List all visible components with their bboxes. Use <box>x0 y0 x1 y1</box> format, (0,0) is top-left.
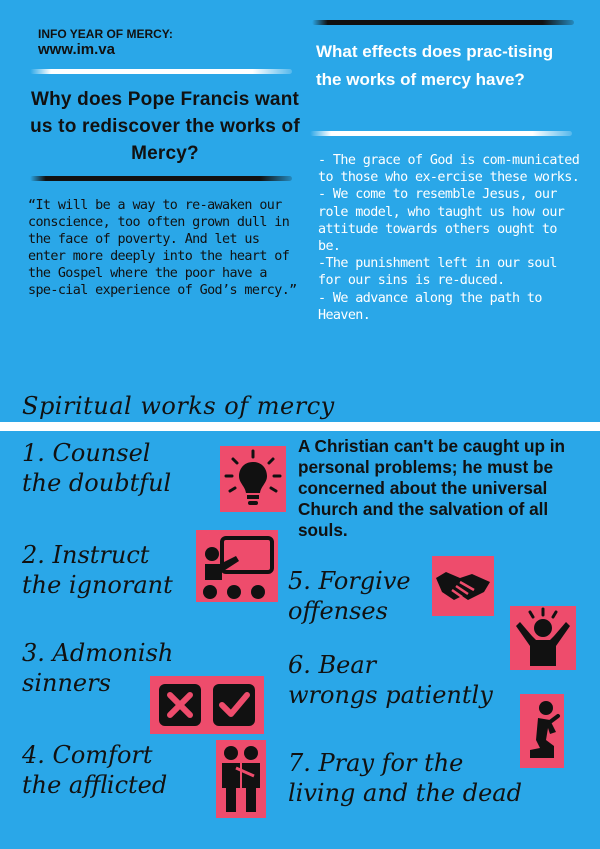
work-item-5 <box>288 566 411 626</box>
work-subtitle: the ignorant <box>22 571 173 599</box>
brush-stroke-dark <box>30 176 292 181</box>
header-label: INFO YEAR OF MERCY: <box>38 27 173 41</box>
work-title: 3. Admonish <box>22 639 174 667</box>
work-subtitle: the afflicted <box>22 771 168 799</box>
kneeling-prayer-icon <box>520 694 564 768</box>
header-block <box>38 28 173 58</box>
handshake-icon <box>432 556 494 616</box>
right-question-heading: What effects does prac-tising the works of mercy have? <box>316 42 554 89</box>
pope-quote: “It will be a way to re-awaken our conscience, too often grown dull in the face of poverty. And let us enter more deeply into the heart of the Gospel where the poor have a spe-cial experience of God’s mercy.” <box>28 198 297 298</box>
work-title: 2. Instruct <box>22 541 150 569</box>
header-url: www.im.va <box>38 41 115 58</box>
brush-stroke-dark <box>312 20 574 25</box>
work-subtitle: the doubtful <box>22 469 172 497</box>
work-title: 7. Pray for the <box>288 749 464 777</box>
work-subtitle: sinners <box>22 669 111 697</box>
effect-item: - We come to resemble Jesus, our role model, who taught us how our attitude towards others ought to be. <box>318 187 565 255</box>
work-item-1 <box>22 438 171 498</box>
work-subtitle: offenses <box>288 597 388 625</box>
stressed-person-icon <box>510 606 576 670</box>
work-item-6 <box>288 650 493 710</box>
work-item-2 <box>22 540 173 600</box>
work-subtitle: living and the dead <box>288 779 522 807</box>
effect-item: - We advance along the path to Heaven. <box>318 290 542 323</box>
work-item-4 <box>22 740 167 800</box>
work-subtitle: wrongs patiently <box>288 681 493 709</box>
effect-item: -The punishment left in our soul for our sins is re-duced. <box>318 256 557 289</box>
teaching-icon <box>196 530 278 602</box>
callout-text: A Christian can't be caught up in personal problems; he must be concerned about the universal Church and the salvation of all souls. <box>298 436 566 540</box>
work-title: 4. Comfort <box>22 741 153 769</box>
work-title: 5. Forgive <box>288 567 411 595</box>
work-item-7 <box>288 748 522 808</box>
work-title: 1. Counsel <box>22 439 151 467</box>
section-title: Spiritual works of mercy <box>22 392 335 420</box>
comfort-people-icon <box>216 740 266 818</box>
brush-stroke-white <box>310 131 572 136</box>
lightbulb-icon <box>220 446 286 512</box>
section-divider <box>0 422 600 431</box>
work-title: 6. Bear <box>288 651 377 679</box>
left-question-heading: Why does Pope Francis want us to rediscover the works of Mercy? <box>30 89 300 164</box>
brush-stroke-white <box>30 69 292 74</box>
effect-item: - The grace of God is com-municated to those who ex-ercise these works. <box>318 153 580 186</box>
wrong-right-icon <box>150 676 264 734</box>
effects-list <box>318 152 580 324</box>
